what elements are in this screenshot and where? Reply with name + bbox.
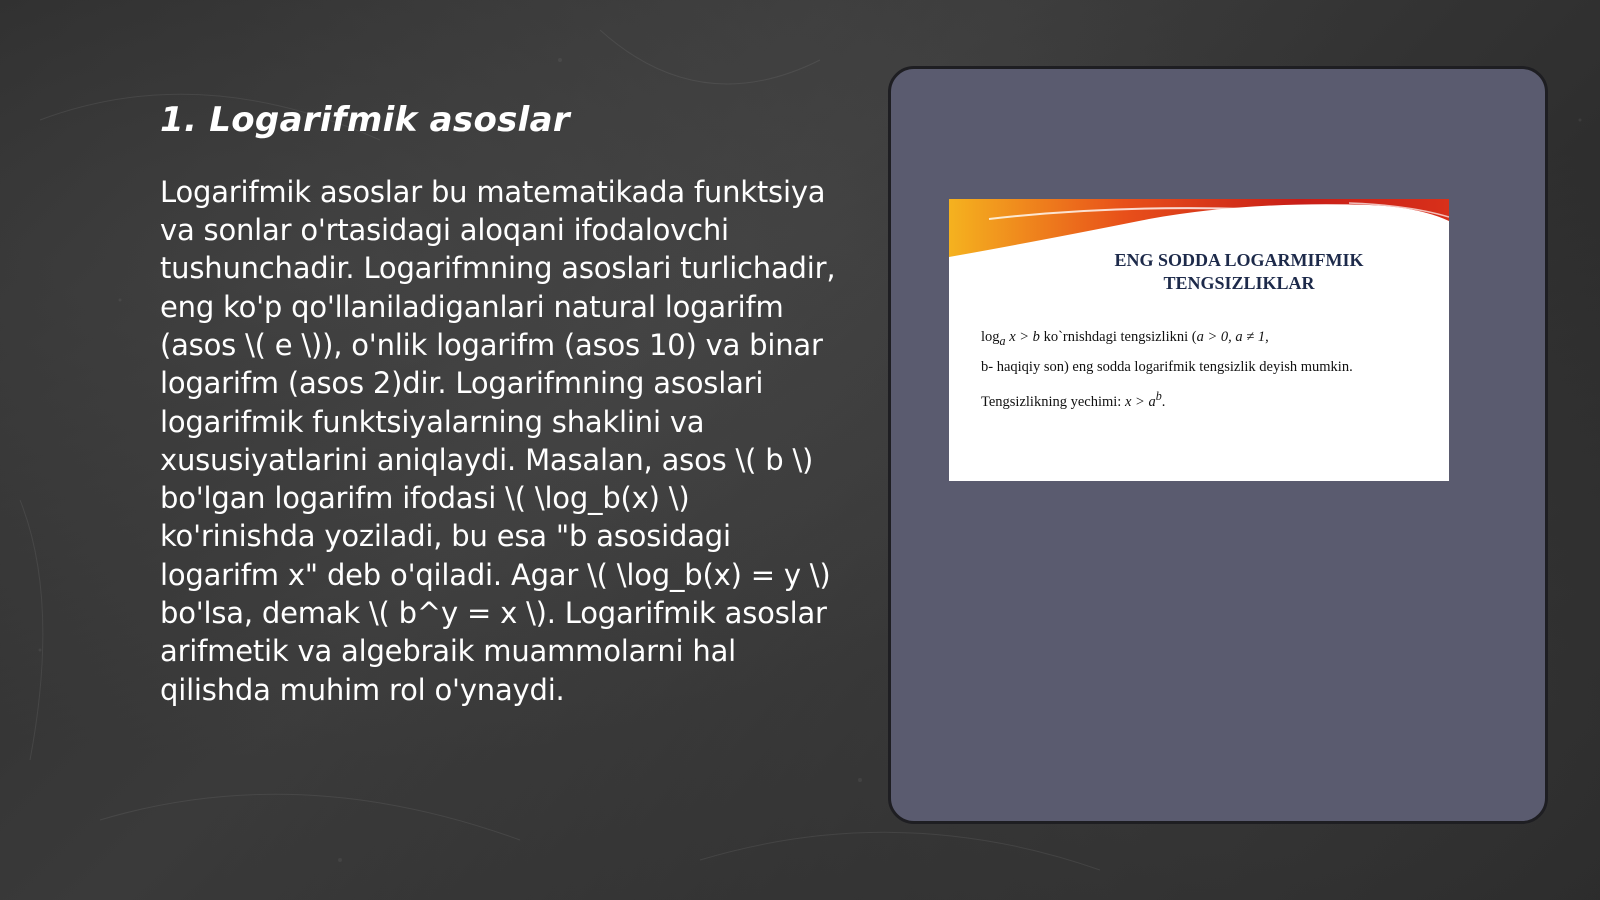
base-condition: a > 0, a ≠ 1: [1196, 329, 1266, 345]
inset-line-3-text: Tengsizlikning yechimi:: [981, 393, 1125, 410]
solution-expression: x > a: [1124, 393, 1156, 410]
inset-line-3-end: .: [1161, 393, 1166, 410]
inset-line-3: [981, 389, 1165, 411]
text-column: [160, 100, 840, 709]
slide-title: 1. Logarifmik asoslar: [160, 100, 570, 140]
inset-line-1: [981, 329, 1269, 349]
body-paragraph: Logarifmik asoslar bu matematikada funktsiya va sonlar o'rtasidagi aloqani ifodalovchi tushunchadir. Logarifmning asoslari turlichadir, eng ko'p qo'llaniladiganlari natural logarifm (asos \( e \)), o'nlik logarifm (asos 10) va binar logarifm (asos 2)dir. Logarifmning asoslari logarifmik funktsiyalarning shaklini va xususiyatlarini aniqlaydi. Masalan, asos \( b \) bo'lgan logarifm ifodasi \( \log_b(x) \) ko'rinishda yoziladi, bu esa "b asosidagi logarifm x" deb o'qiladi. Agar \( \log_b(x) = y \) bo'lsa, demak \( b^y = x \). Logarifmik asoslar arifmetik va algebraik muammolarni hal qilishda muhim rol o'ynaydi.: [160, 174, 836, 707]
embedded-slide-image: [949, 199, 1449, 481]
solution-exponent: b: [1155, 389, 1162, 403]
inset-line-1-end: ,: [1265, 329, 1269, 345]
inequality-expression: x > b: [1005, 329, 1040, 345]
image-frame: [888, 66, 1548, 824]
log-base: a: [999, 333, 1006, 348]
log-term: log: [981, 329, 1000, 345]
inset-line-2: b- haqiqiy son) eng sodda logarifmik tengsizlik deyish mumkin.: [981, 359, 1353, 375]
inset-heading-line2: TENGSIZLIKLAR: [1163, 273, 1315, 293]
inset-heading-line1: ENG SODDA LOGARMIFMIK: [1114, 250, 1364, 270]
inset-line-1-text: ko`rnishdagi tengsizlikni (: [1039, 329, 1197, 345]
inset-heading: [1089, 249, 1389, 295]
